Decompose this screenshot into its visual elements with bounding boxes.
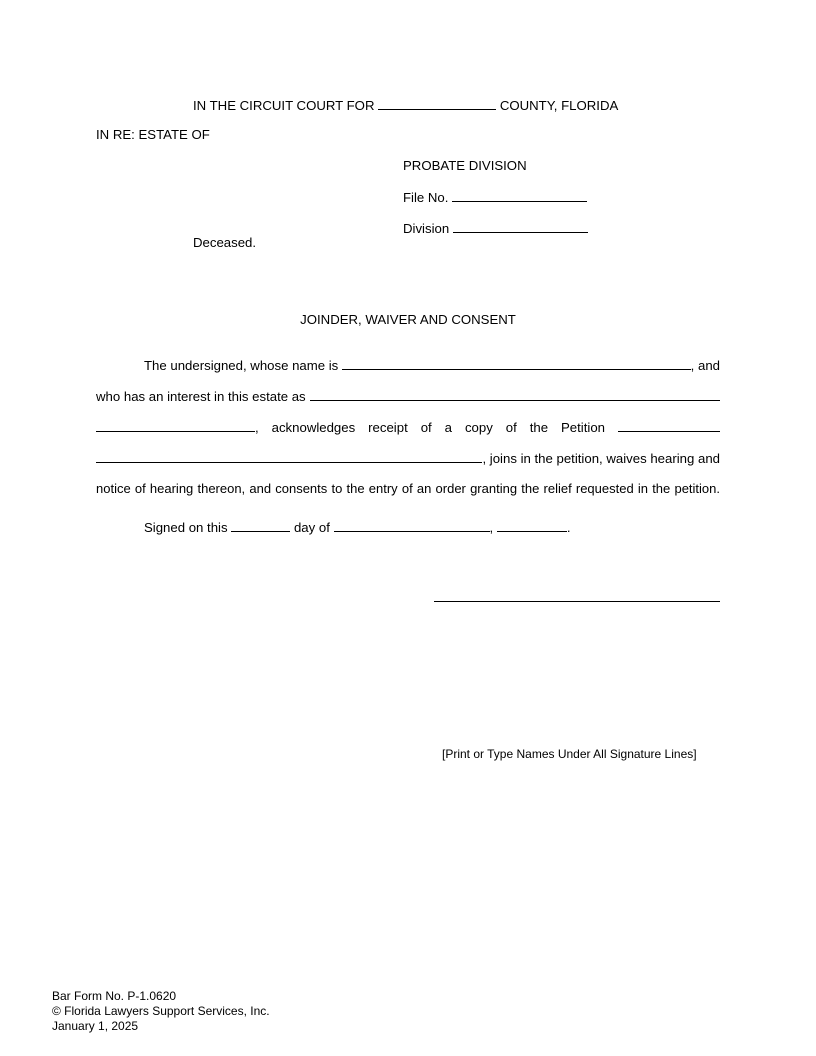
body-line-2 — [96, 388, 720, 405]
footer-date: January 1, 2025 — [52, 1019, 139, 1033]
interest-blank-continued[interactable] — [96, 419, 255, 432]
petition-blank[interactable] — [618, 419, 720, 432]
name-blank[interactable] — [342, 357, 690, 370]
month-blank[interactable] — [334, 519, 490, 532]
footer-copyright: © Florida Lawyers Support Services, Inc. — [52, 1004, 270, 1018]
in-re-label: IN RE: ESTATE OF — [96, 127, 210, 142]
document-title: JOINDER, WAIVER AND CONSENT — [300, 312, 516, 327]
name-prefix: The undersigned, whose name is — [144, 358, 339, 373]
name-suffix: , and — [690, 358, 720, 373]
comma: , — [255, 420, 259, 435]
word: Petition — [561, 420, 606, 435]
interest-blank[interactable] — [310, 388, 720, 401]
signature-note: [Print or Type Names Under All Signature Lines] — [442, 747, 697, 761]
interest-prefix: who has an interest in this estate as — [96, 389, 306, 404]
day-of-label: day of — [293, 520, 330, 535]
probate-division-heading: PROBATE DIVISION — [403, 158, 527, 173]
petition-blank-continued[interactable] — [96, 450, 482, 463]
word: of — [505, 420, 517, 435]
body-line-5: notice of hearing thereon, and consents to the entry of an order granting the relief requested in the petition. — [96, 481, 720, 496]
county-blank[interactable] — [378, 97, 496, 110]
footer — [52, 989, 270, 1034]
word: copy — [464, 420, 493, 435]
interest-continuation — [96, 419, 259, 436]
file-no-label: File No. — [403, 190, 449, 205]
word: a — [444, 420, 452, 435]
division-row — [403, 220, 588, 237]
deceased-label: Deceased. — [193, 235, 257, 250]
footer-form-no: Bar Form No. P-1.0620 — [52, 989, 177, 1003]
court-suffix: COUNTY, FLORIDA — [499, 98, 619, 113]
division-label: Division — [403, 221, 450, 236]
word: receipt — [368, 420, 408, 435]
signed-prefix: Signed on this — [144, 520, 228, 535]
body-line-1 — [144, 357, 720, 374]
signature-line[interactable] — [434, 601, 720, 602]
file-no-row — [403, 189, 587, 206]
year-blank[interactable] — [497, 519, 567, 532]
word: acknowledges — [271, 420, 356, 435]
court-prefix: IN THE CIRCUIT COURT FOR — [193, 98, 375, 113]
joins-text: , joins in the petition, waives hearing and — [482, 451, 720, 466]
word: the — [529, 420, 549, 435]
division-blank[interactable] — [453, 220, 588, 233]
file-no-blank[interactable] — [452, 189, 587, 202]
body-line-3 — [96, 419, 720, 436]
body-line-4 — [96, 450, 720, 467]
signed-comma: , — [489, 520, 494, 535]
day-blank[interactable] — [231, 519, 290, 532]
court-heading — [193, 97, 618, 114]
signed-line — [144, 519, 571, 536]
word: of — [420, 420, 432, 435]
signed-period: . — [566, 520, 571, 535]
